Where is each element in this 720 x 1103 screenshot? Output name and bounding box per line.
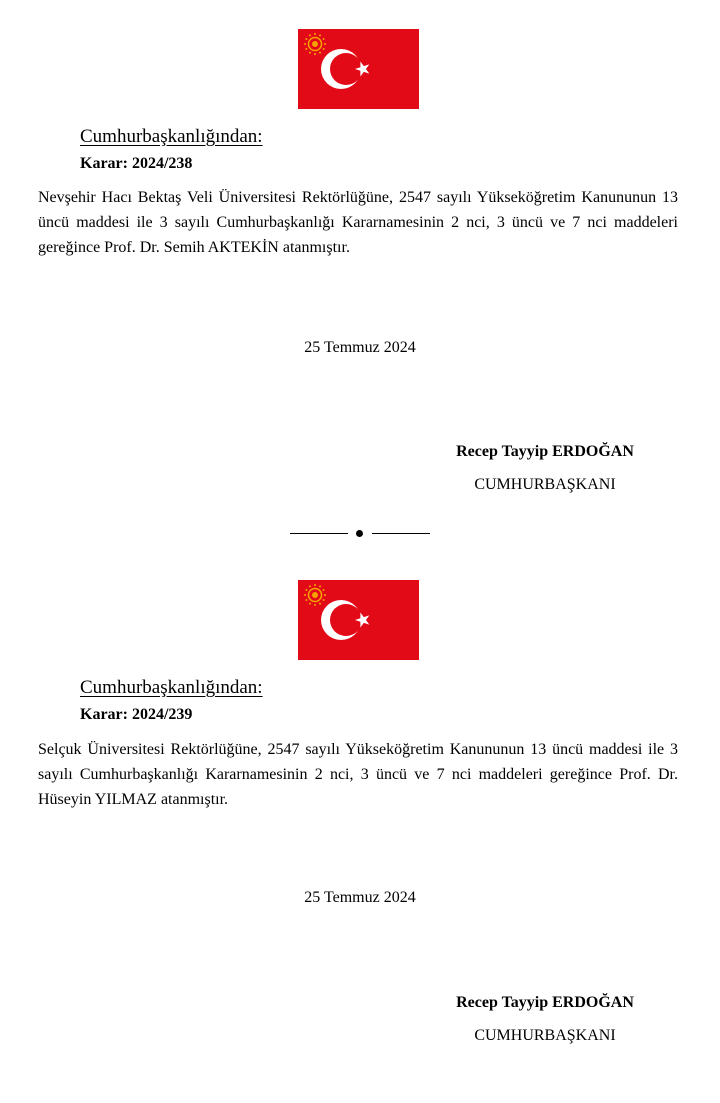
separator-dot (356, 530, 363, 537)
decree-body: Nevşehir Hacı Bektaş Veli Üniversitesi Rektörlüğüne, 2547 sayılı Yükseköğretim Kanununun 13 üncü maddesi ile 3 sayılı Cumhurbaşkanlığı Kararnamesinin 2 nci, 3 üncü ve 7 nci maddeleri gereğince Prof. Dr. Semih AKTEKİN atanmıştır. (38, 189, 678, 256)
decree-date: 25 Temmuz 2024 (304, 339, 416, 356)
decree-body: Selçuk Üniversitesi Rektörlüğüne, 2547 sayılı Yükseköğretim Kanununun 13 üncü maddesi ile 3 sayılı Cumhurbaşkanlığı Kararnamesinin 2 nci, 3 üncü ve 7 nci maddeleri gereğince Prof. Dr. Hüseyin YILMAZ atanmıştır. (38, 741, 678, 808)
separator-line-left (290, 533, 348, 534)
authority-heading: Cumhurbaşkanlığından: (80, 126, 263, 147)
authority-heading: Cumhurbaşkanlığından: (80, 677, 263, 698)
signer-title: CUMHURBAŞKANI (474, 1027, 616, 1044)
signer-name: Recep Tayyip ERDOĞAN (456, 994, 634, 1011)
turkish-flag-icon (298, 580, 419, 660)
signer-title: CUMHURBAŞKANI (474, 476, 616, 493)
separator-line-right (372, 533, 430, 534)
decree-date: 25 Temmuz 2024 (304, 889, 416, 906)
flag-graphic (298, 580, 419, 660)
turkish-flag-icon (298, 29, 419, 109)
decision-number: Karar: 2024/238 (80, 155, 193, 172)
decision-number: Karar: 2024/239 (80, 706, 193, 723)
signer-name: Recep Tayyip ERDOĞAN (456, 443, 634, 460)
bullet-separator (290, 525, 430, 541)
flag-graphic (298, 29, 419, 109)
